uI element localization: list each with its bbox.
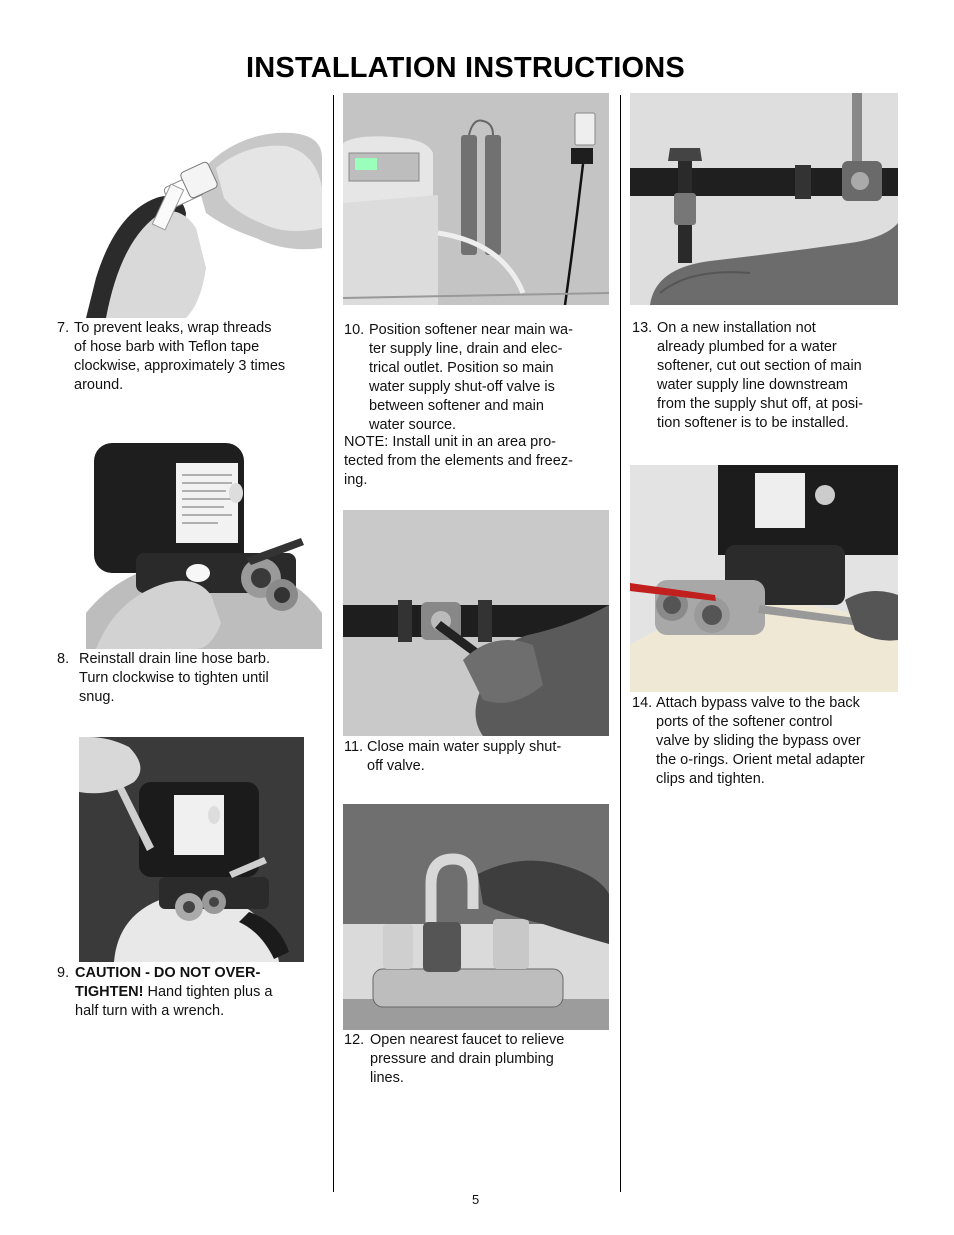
step-9 <box>57 964 327 1021</box>
step-text-line: tion softener is to be installed. <box>657 415 849 431</box>
page-title: INSTALLATION INSTRUCTIONS <box>246 52 685 84</box>
column-divider-right <box>620 95 621 1192</box>
step-text-line: softener, cut out section of main <box>657 358 862 374</box>
step-7 <box>57 319 327 395</box>
photo-wrench-tighten <box>79 737 304 962</box>
step-text-line: Close main water supply shut- <box>367 739 562 755</box>
photo-open-faucet <box>343 804 609 1030</box>
step-text-line: ter supply line, drain and elec- <box>369 341 563 357</box>
step-number: 9. <box>57 965 70 981</box>
step-text-line: Hand tighten plus a <box>143 984 273 1000</box>
step-14 <box>632 694 907 789</box>
photo-wrap-teflon <box>86 118 322 318</box>
photo-close-shutoff-valve <box>343 510 609 736</box>
step-number: 14. <box>632 695 653 711</box>
step-text-line: snug. <box>79 689 115 705</box>
step-text-line: off valve. <box>367 758 425 774</box>
step-text-line: ports of the softener control <box>656 714 833 730</box>
step-text-line: half turn with a wrench. <box>75 1003 225 1019</box>
step-number: 11. <box>344 739 364 755</box>
step-number: 13. <box>632 320 653 336</box>
step-10 <box>344 321 614 435</box>
step-text-line: clockwise, approximately 3 times <box>74 358 286 374</box>
step-text-line: Turn clockwise to tighten until <box>79 670 269 686</box>
step-8 <box>57 650 327 707</box>
photo-softener-position <box>343 93 609 305</box>
step-text-line: the o-rings. Orient metal adapter <box>656 752 865 768</box>
photo-reinstall-hose-barb <box>86 423 322 649</box>
step-number: 8. <box>57 651 70 667</box>
step-text-line: Attach bypass valve to the back <box>656 695 860 711</box>
step-text-line: water supply line downstream <box>657 377 849 393</box>
step-text-line: On a new installation not <box>657 320 816 336</box>
caution-text: TIGHTEN! <box>75 984 144 1000</box>
step-text-line: between softener and main <box>369 398 544 414</box>
step-number: 10. <box>344 322 365 338</box>
step-text-line: Open nearest faucet to relieve <box>370 1032 565 1048</box>
step-text-line: valve by sliding the bypass over <box>656 733 861 749</box>
step-text-line: water supply shut-off valve is <box>369 379 555 395</box>
step-text-line: from the supply shut off, at posi- <box>657 396 864 412</box>
page-number: 5 <box>472 1192 480 1207</box>
step-text-line: Reinstall drain line hose barb. <box>79 651 271 667</box>
caution-text: CAUTION - DO NOT OVER- <box>75 965 261 981</box>
note-text-line: ing. <box>344 472 368 488</box>
photo-cut-supply-line <box>630 93 898 305</box>
photo-attach-bypass <box>630 465 898 692</box>
step-12 <box>344 1031 614 1088</box>
step-text-line: of hose barb with Teflon tape <box>74 339 260 355</box>
note <box>344 433 619 490</box>
step-text-line: lines. <box>370 1070 404 1086</box>
step-text-line: clips and tighten. <box>656 771 765 787</box>
step-text-line: trical outlet. Position so main <box>369 360 554 376</box>
step-text-line: water source. <box>369 417 457 433</box>
step-number: 12. <box>344 1032 365 1048</box>
step-number: 7. <box>57 320 70 336</box>
note-text-line: NOTE: Install unit in an area pro- <box>344 434 556 450</box>
step-text-line: To prevent leaks, wrap threads <box>74 320 272 336</box>
note-text-line: tected from the elements and freez- <box>344 453 573 469</box>
column-divider-left <box>333 95 334 1192</box>
step-text-line: already plumbed for a water <box>657 339 837 355</box>
step-text-line: pressure and drain plumbing <box>370 1051 554 1067</box>
step-text-line: Position softener near main wa- <box>369 322 573 338</box>
step-text-line: around. <box>74 377 124 393</box>
step-11 <box>344 738 614 776</box>
step-13 <box>632 319 907 433</box>
